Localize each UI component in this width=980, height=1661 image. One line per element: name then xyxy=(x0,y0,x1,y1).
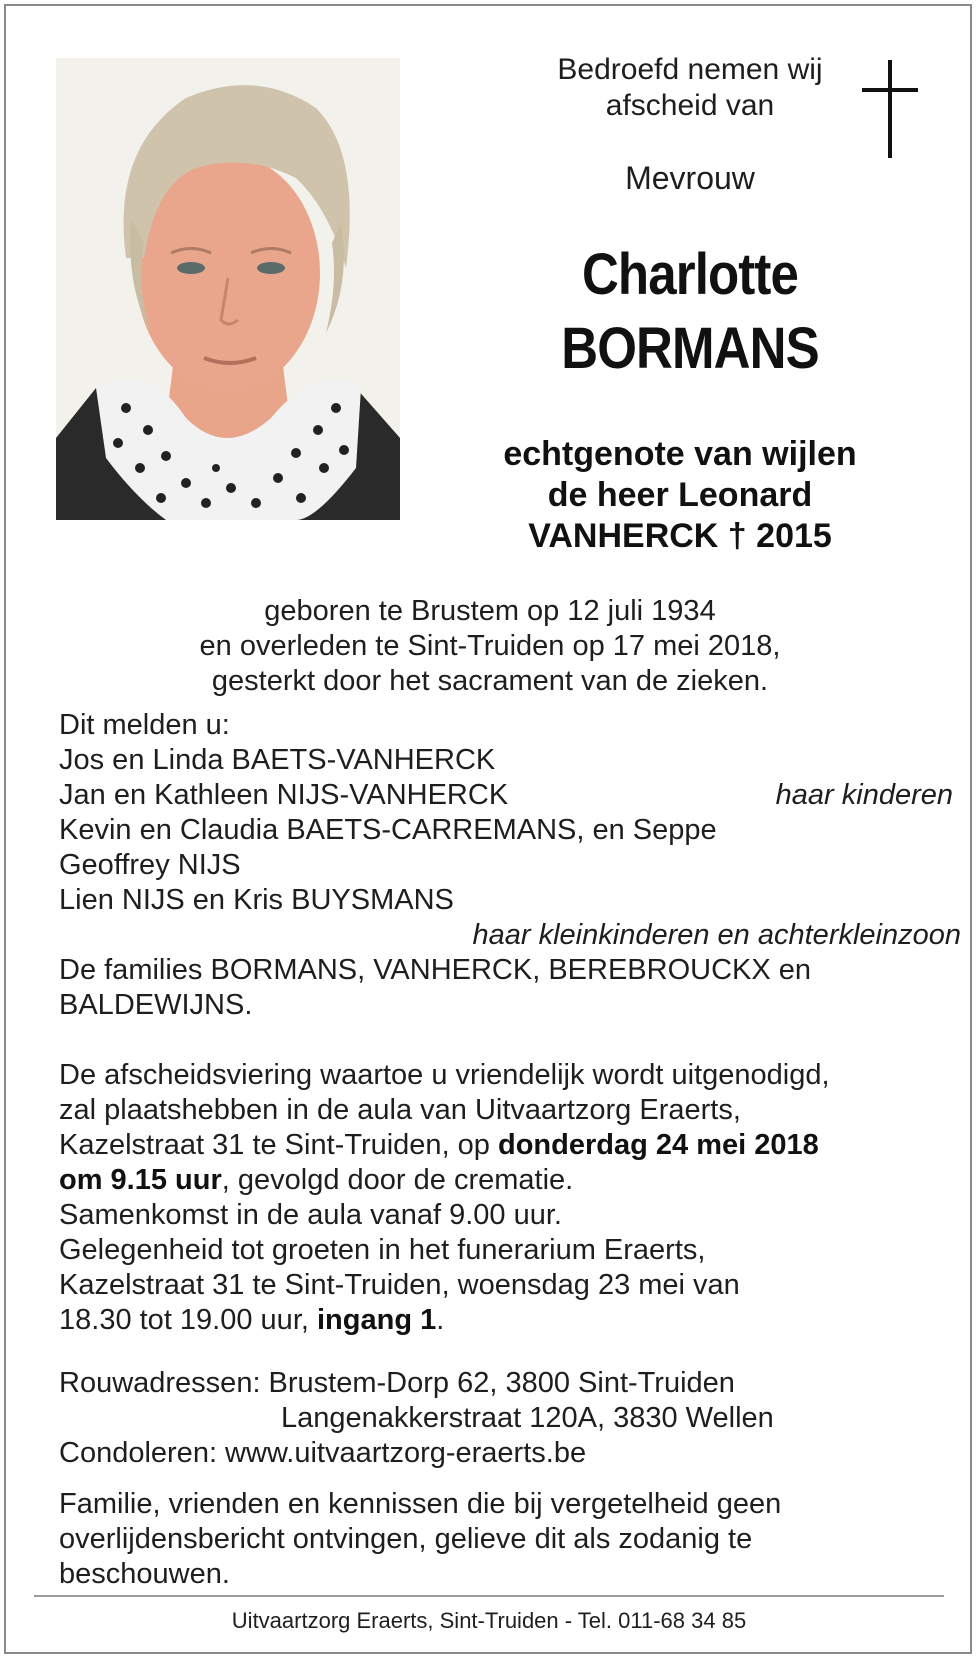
announcers-intro: Dit melden u: xyxy=(59,709,230,741)
life-dates xyxy=(90,594,890,699)
child-2: Jan en Kathleen NIJS-VANHERCK xyxy=(59,779,509,811)
children-relation: haar kinderen xyxy=(775,779,953,811)
spouse-line-3: VANHERCK † 2015 xyxy=(528,517,832,555)
notice-line-1: Familie, vrienden en kennissen die bij vergetelheid geen xyxy=(59,1488,782,1520)
child-1: Jos en Linda BAETS-VANHERCK xyxy=(59,744,496,776)
ceremony-line-6: Gelegenheid tot groeten in het funerarium Eraerts, xyxy=(59,1234,706,1266)
notice xyxy=(59,1487,939,1592)
footer-divider xyxy=(34,1595,944,1597)
last-name: BORMANS xyxy=(561,316,819,381)
portrait-illustration xyxy=(56,58,400,520)
ceremony-line-7: Kazelstraat 31 te Sint-Truiden, woensdag 23 mei van xyxy=(59,1269,740,1301)
ceremony-line-3 xyxy=(59,1128,939,1163)
ceremony-date: donderdag 24 mei 2018 xyxy=(498,1129,819,1161)
ceremony-period: . xyxy=(436,1304,445,1336)
ceremony-line-1: De afscheidsviering waartoe u vriendelijk wordt uitgenodigd, xyxy=(59,1059,830,1091)
entrance: ingang 1 xyxy=(316,1304,437,1336)
grandchild-1: Kevin en Claudia BAETS-CARREMANS, en Seppe xyxy=(59,814,717,846)
spouse-line-2: de heer Leonard xyxy=(547,476,813,514)
first-name: Charlotte xyxy=(581,242,799,307)
ceremony-line-2: zal plaatshebben in de aula van Uitvaartzorg Eraerts, xyxy=(59,1094,741,1126)
child-2-row xyxy=(59,778,953,813)
visiting-hours: 18.30 tot 19.00 uur, xyxy=(59,1304,317,1336)
ceremony-line-5: Samenkomst in de aula vanaf 9.00 uur. xyxy=(59,1199,562,1231)
intro-line-1: Bedroefd nemen wij xyxy=(557,53,823,86)
families-line-1: De families BORMANS, VANHERCK, BEREBROUCKX en xyxy=(59,954,812,986)
grandchild-3: Lien NIJS en Kris BUYSMANS xyxy=(59,884,454,916)
portrait-photo xyxy=(56,58,400,520)
ceremony-time: om 9.15 uur xyxy=(59,1164,222,1196)
grandchild-2: Geoffrey NIJS xyxy=(59,849,241,881)
honorific: Mevrouw xyxy=(625,160,755,196)
grandchildren-relation-row xyxy=(59,918,961,953)
ceremony-location: Kazelstraat 31 te Sint-Truiden, op xyxy=(59,1129,498,1161)
ceremony-cremation: , gevolgd door de crematie. xyxy=(221,1164,574,1196)
mourning-address-2: Langenakkerstraat 120A, 3830 Wellen xyxy=(281,1402,774,1434)
spouse-info xyxy=(460,434,900,557)
ceremony-line-4 xyxy=(59,1163,939,1198)
death-line: en overleden te Sint-Truiden op 17 mei 2018, xyxy=(199,630,781,662)
condolence-link[interactable]: Condoleren: www.uitvaartzorg-eraerts.be xyxy=(59,1437,587,1469)
ceremony-info xyxy=(59,1058,939,1338)
intro-line-2: afscheid van xyxy=(605,89,775,122)
addresses xyxy=(59,1366,939,1471)
notice-line-3: beschouwen. xyxy=(59,1558,230,1590)
intro-text xyxy=(530,52,850,124)
notice-line-2: overlijdensbericht ontvingen, gelieve dit als zodanig te xyxy=(59,1523,753,1555)
spouse-line-1: echtgenote van wijlen xyxy=(503,435,857,473)
announcers-list xyxy=(59,708,961,1023)
families-line-2: BALDEWIJNS. xyxy=(59,989,253,1021)
birth-line: geboren te Brustem op 12 juli 1934 xyxy=(264,595,716,627)
ceremony-line-8 xyxy=(59,1303,939,1338)
grandchildren-relation: haar kleinkinderen en achterkleinzoon xyxy=(472,919,961,951)
sacrament-line: gesterkt door het sacrament van de zieken. xyxy=(211,665,769,697)
cross-icon xyxy=(862,60,922,160)
deceased-name xyxy=(532,238,849,386)
mourning-address-1: Rouwadressen: Brustem-Dorp 62, 3800 Sint-Truiden xyxy=(59,1367,735,1399)
footer-text: Uitvaartzorg Eraerts, Sint-Truiden - Tel. 011-68 34 85 xyxy=(231,1608,747,1633)
